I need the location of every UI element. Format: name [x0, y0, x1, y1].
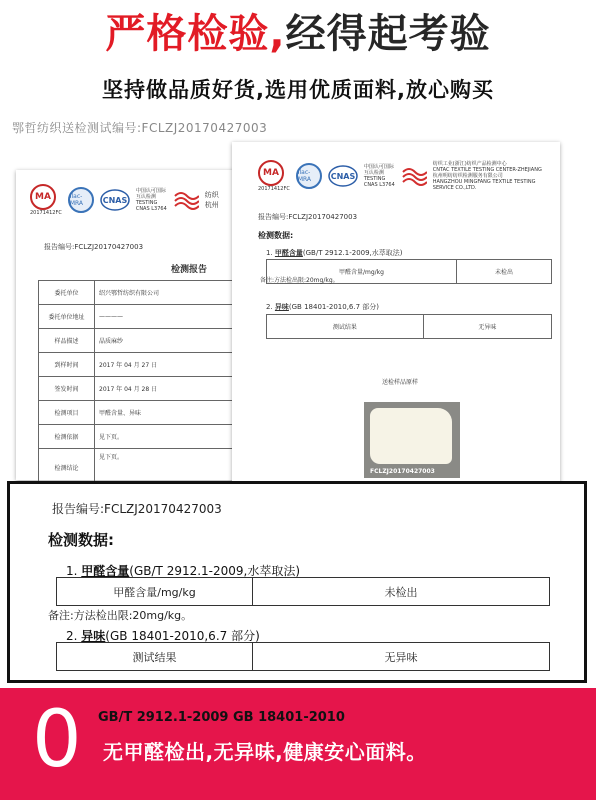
org-short-2: 杭州 [204, 201, 219, 209]
sample-label: FCLZJ20170427003 [370, 468, 435, 475]
org-short-1: 纺织 [204, 191, 219, 199]
cnas-icon [328, 163, 358, 189]
ma-logo [30, 184, 62, 216]
row-label: 检测项目 [39, 401, 95, 425]
data-title: 检测数据: [258, 231, 294, 240]
item2-name: 异味 [81, 629, 106, 643]
org-wave-icon [401, 166, 427, 186]
subheadline: 坚持做品质好货,选用优质面料,放心购买 [102, 78, 494, 102]
org-name-cn: 纺织工业(浙江)纺织产品检测中心 [432, 161, 507, 167]
item2-name: 异味 [274, 303, 289, 311]
cert-logo-row [30, 184, 219, 216]
item2-col2: 无异味 [423, 315, 551, 339]
item2-col1: 测试结果 [57, 643, 253, 671]
item1-number: 1. [66, 564, 78, 578]
lab-line-1: 中国认可国际 [135, 188, 166, 194]
lab-line-4: CNAS L3764 [363, 182, 395, 188]
item1-col1: 甲醛含量/mg/kg [57, 578, 253, 606]
row-value: 晶质麻纱 [95, 329, 256, 353]
org-name-cn-2: 杭州明纺纺织检测服务有限公司 [432, 173, 503, 179]
cert-logo-row [258, 160, 551, 192]
item2-standard: (GB 18401-2010,6.7 部分) [288, 303, 380, 311]
org-wave-icon [173, 190, 199, 210]
report-data-page [232, 142, 560, 490]
item1-heading: 1. 甲醛含量(GB/T 2912.1-2009,水萃取法) [266, 249, 403, 257]
report-info-row [39, 281, 256, 305]
ilac-mra-icon: ilac-MRA [296, 163, 322, 189]
cert-number: 20171412FC [30, 210, 62, 216]
row-value: 见下页。 [95, 425, 256, 449]
cert-number: 20171412FC [258, 186, 290, 192]
test-number-caption: 鄂哲纺织送检测试编号:FCLZJ20170427003 [12, 121, 268, 135]
lab-accreditation [364, 164, 395, 188]
item1-note: 备注:方法检出限:20mg/kg。 [260, 277, 339, 284]
row-label: 签发时间 [39, 377, 95, 401]
item1-standard: (GB/T 2912.1-2009,水萃取法) [302, 249, 403, 257]
item2-table [266, 314, 552, 339]
ma-icon: MA [30, 184, 56, 210]
item2-number: 2. [66, 629, 78, 643]
ma-logo [258, 160, 290, 192]
item1-col1: 甲醛含量/mg/kg [267, 260, 457, 284]
zoomed-test-data-panel [7, 481, 587, 683]
report-info-table [38, 280, 256, 487]
lab-accreditation [136, 188, 167, 212]
item1-name: 甲醛含量 [274, 249, 303, 257]
ilac-mra-icon: ilac-MRA [68, 187, 94, 213]
report-number: 报告编号:FCLZJ20170427003 [258, 213, 358, 221]
item1-note: 备注:方法检出限:20mg/kg。 [48, 609, 193, 622]
item2-table [56, 642, 550, 671]
org-info [433, 161, 551, 191]
report-title: 检测报告 [171, 265, 208, 275]
headline-dark: 经得起考验 [285, 11, 491, 57]
standards-text: GB/T 2912.1-2009 GB 18401-2010 [98, 710, 345, 725]
item2-standard: (GB 18401-2010,6.7 部分) [105, 629, 260, 643]
lab-line-2: 互认检测 [363, 170, 384, 176]
ma-icon: MA [258, 160, 284, 186]
report-info-row [39, 401, 256, 425]
report-number: 报告编号:FCLZJ20170427003 [52, 502, 222, 516]
report-info-row [39, 377, 256, 401]
row-label: 样品描述 [39, 329, 95, 353]
lab-line-1: 中国认可国际 [363, 164, 394, 170]
report-info-row [39, 425, 256, 449]
lab-line-2: 互认检测 [135, 194, 156, 200]
row-value: 绍兴鄂哲纺织有限公司 [95, 281, 256, 305]
lab-line-3: TESTING [363, 176, 386, 182]
report-info-row [39, 305, 256, 329]
item2-heading: 2. 异味(GB 18401-2010,6.7 部分) [266, 303, 380, 311]
item1-standard: (GB/T 2912.1-2009,水萃取法) [129, 564, 301, 578]
row-value: 2017 年 04 月 28 日 [95, 377, 256, 401]
row-label: 检测依据 [39, 425, 95, 449]
data-title: 检测数据: [48, 531, 114, 549]
lab-line-4: CNAS L3764 [135, 206, 167, 212]
headline-red: 严格检验, [105, 11, 286, 57]
report-number: 报告编号:FCLZJ20170427003 [44, 243, 144, 251]
row-value: 2017 年 04 月 27 日 [95, 353, 256, 377]
item1-col2: 未检出 [253, 578, 550, 606]
headline [0, 8, 596, 60]
svg-text:CNAS: CNAS [102, 196, 128, 205]
item2-col2: 无异味 [253, 643, 550, 671]
row-label: 委托单位 [39, 281, 95, 305]
item1-name: 甲醛含量 [81, 564, 130, 578]
row-label: 委托单位地址 [39, 305, 95, 329]
item1-col2: 未检出 [456, 260, 551, 284]
lab-line-3: TESTING [135, 200, 158, 206]
row-value: ———— [95, 305, 256, 329]
item2-col1: 测试结果 [267, 315, 424, 339]
row-value: 甲醛含量、异味 [95, 401, 256, 425]
row-value: 见下页。 [95, 449, 256, 487]
claim-text: 无甲醛检出,无异味,健康安心面料。 [103, 740, 427, 764]
svg-text:CNAS: CNAS [330, 172, 356, 181]
row-label: 检测结论 [39, 449, 95, 487]
org-name-en: CNTAC TEXTILE TESTING CENTER-ZHEJIANG [432, 167, 542, 173]
sample-photo [364, 402, 460, 478]
report-info-row [39, 329, 256, 353]
zero-digit: 0 [32, 695, 82, 785]
fabric-sample-image [370, 408, 452, 464]
cnas-icon [100, 187, 130, 213]
org-name-en-2: HANGZHOU MINGFANG TEXTILE TESTING SERVICE CO.,LTD. [432, 179, 536, 191]
org-short [205, 190, 219, 210]
footer-banner [0, 688, 596, 800]
report-info-row [39, 353, 256, 377]
item1-table [56, 577, 550, 606]
report-cover-page [16, 170, 256, 480]
sample-title: 送检样品原样 [382, 379, 419, 386]
row-label: 到样时间 [39, 353, 95, 377]
